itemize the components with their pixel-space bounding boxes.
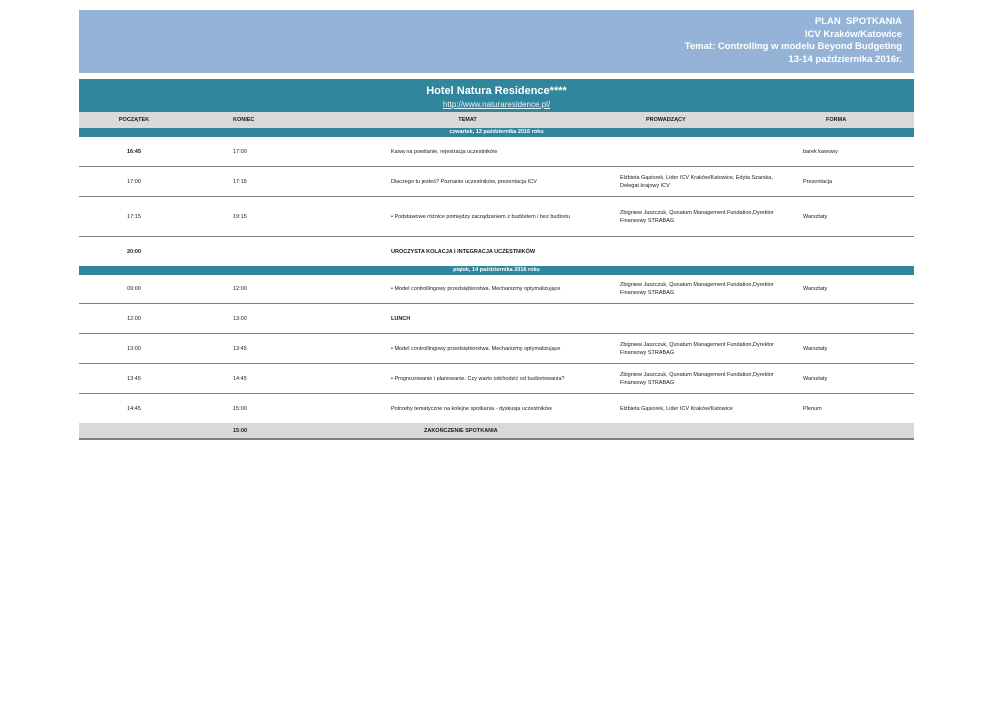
cell-start: 17:15 <box>127 213 141 220</box>
cell-end: 12:00 <box>233 286 247 292</box>
table-row <box>79 334 914 364</box>
cell-topic: LUNCH <box>391 315 411 322</box>
cell-end: 17:15 <box>233 178 247 185</box>
column-header-start: POCZĄTEK <box>118 117 150 123</box>
cell-start: 16:45 <box>126 148 142 155</box>
plan-organizer: ICV Kraków/Katowice <box>804 28 902 40</box>
table-row <box>79 237 914 266</box>
hotel-url-link[interactable]: http://www.naturaresidence.pl/ <box>442 100 551 109</box>
cell-form: barek kawowy <box>803 148 838 155</box>
cell-start: 14:45 <box>127 405 141 412</box>
closing-time: 15:00 <box>233 427 248 434</box>
column-header-host: PROWADZĄCY <box>646 117 686 123</box>
meeting-plan-sheet <box>79 10 914 440</box>
column-header-form: FORMA <box>826 117 847 123</box>
hotel-band <box>79 79 914 112</box>
cell-host: Zbigniew Jaszczuk, Qunatum Management Fundation,Dyrektor Finansowy STRABAG <box>620 371 774 386</box>
table-row <box>79 364 914 394</box>
table-row <box>79 167 914 197</box>
table-row <box>79 137 914 167</box>
table-row <box>79 275 914 304</box>
cell-start: 09:00 <box>127 286 141 292</box>
table-row <box>79 394 914 423</box>
cell-form: Warsztaty <box>803 286 828 292</box>
column-header-row <box>79 112 914 128</box>
day-band-thursday: czwartek, 13 października 2016 roku <box>79 128 914 137</box>
cell-end: 13:00 <box>233 315 247 322</box>
cell-end: 13:45 <box>233 345 247 352</box>
cell-form: Plenum <box>803 405 822 412</box>
cell-end: 19:15 <box>233 213 247 220</box>
cell-form: Warsztaty <box>803 345 828 352</box>
cell-topic: • Podstawowe różnice pomiędzy zarządzaniem z budżetem i bez budżetu <box>391 213 570 220</box>
hotel-name: Hotel Natura Residence**** <box>426 85 567 97</box>
plan-title: PLAN SPOTKANIA <box>814 16 902 27</box>
cell-form: Warsztaty <box>803 213 828 220</box>
table-row <box>79 304 914 334</box>
cell-topic: Dlaczego tu jesteś? Poznanie uczestników, prezentacja ICV <box>391 178 537 185</box>
cell-host: Zbigniew Jaszczuk, Qunatum Management Fundation,Dyrektor Finansowy STRABAG <box>620 282 774 296</box>
cell-form: Warsztaty <box>803 375 828 382</box>
closing-label: ZAKOŃCZENIE SPOTKANIA <box>424 427 498 434</box>
cell-host: Zbigniew Jaszczuk, Qunatum Management Fundation,Dyrektor Finansowy STRABAG <box>620 341 774 356</box>
cell-topic: Kawa na powitanie, rejestracja uczestników <box>391 148 498 155</box>
day-band-friday: piątek, 14 października 2016 roku <box>79 266 914 275</box>
cell-end: 15:00 <box>233 405 247 412</box>
cell-start: 12:00 <box>127 315 141 322</box>
plan-header-banner <box>79 10 914 73</box>
cell-end: 14:45 <box>233 375 247 382</box>
cell-start: 20:00 <box>126 248 142 255</box>
cell-host: Zbigniew Jaszczuk, Qunatum Management Fundation,Dyrektor Finansowy STRABAG <box>620 209 774 224</box>
plan-topic: Temat: Controlling w modelu Beyond Budgeting <box>684 41 902 52</box>
cell-host: Elżbieta Gąsiorek, Lider ICV Kraków/Katowice <box>620 405 733 412</box>
closing-row <box>79 423 914 440</box>
cell-topic: • Prognozowanie i planowanie. Czy warto odchodzić od budżetowania? <box>391 375 565 382</box>
cell-form: Prezentacja <box>803 178 833 185</box>
cell-topic: • Model controllingowy przedsiębiorstwa. Mechanizmy optymalizujące <box>391 286 561 292</box>
cell-topic: • Model controllingowy przedsiębiorstwa. Mechanizmy optymalizujące <box>391 345 561 352</box>
table-row <box>79 197 914 237</box>
plan-dates: 13-14 października 2016r. <box>788 53 902 65</box>
column-header-topic: TEMAT <box>458 117 477 123</box>
cell-topic: Potrzeby tematyczne na kolejne spotkania - dyskusja uczestników <box>391 405 552 412</box>
cell-start: 17:00 <box>127 178 141 185</box>
column-header-end: KONIEC <box>233 117 255 123</box>
cell-start: 13:45 <box>127 375 141 382</box>
cell-end: 17:00 <box>233 148 247 155</box>
cell-start: 13:00 <box>127 345 141 352</box>
cell-topic: UROCZYSTA KOLACJA I INTEGRACJA UCZESTNIKÓW <box>391 248 536 255</box>
cell-host: Elżbieta Gąsiorek, Lider ICV Kraków/Katowice, Edyta Szarska, Delegat krajowy ICV <box>620 174 773 189</box>
